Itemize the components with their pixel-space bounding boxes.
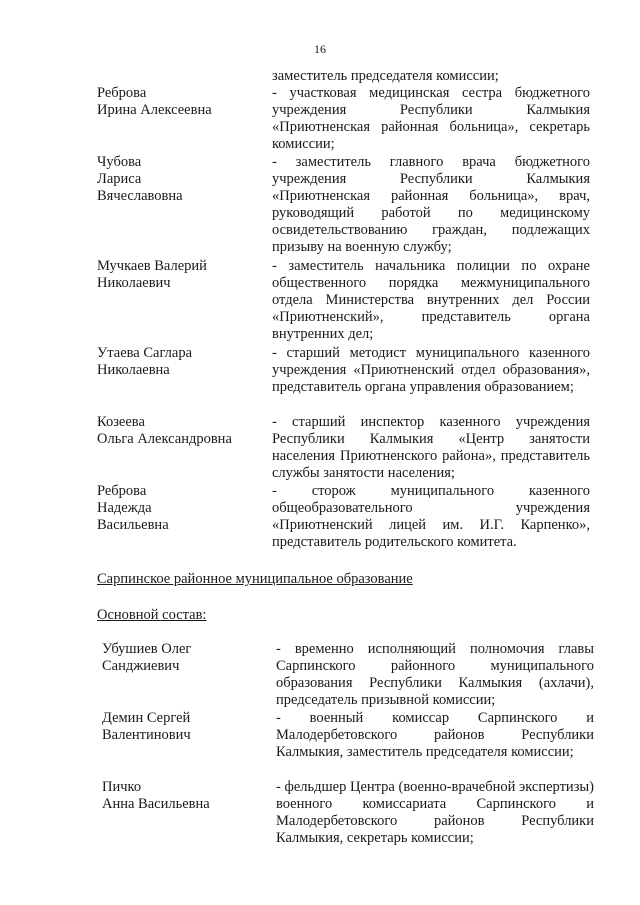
- continuation-text: заместитель председателя комиссии;: [272, 68, 499, 84]
- page-number: 16: [314, 42, 326, 56]
- member-name: Козеева Ольга Александровна: [97, 414, 232, 447]
- member-description: - фельдшер Центра (военно-врачебной экспертизы) военного комиссариата Сарпинского и Малодербетовского районов Республики Калмыкия, секретарь комиссии;: [276, 779, 594, 846]
- member-name: Чубова Лариса Вячеславовна: [97, 154, 183, 204]
- member-name: Пичко Анна Васильевна: [102, 779, 210, 812]
- member-description: - старший инспектор казенного учреждения Республики Калмыкия «Центр занятости населения Приютненского района», представитель службы занятости населения;: [272, 414, 590, 481]
- member-description: - заместитель начальника полиции по охране общественного порядка межмуниципального отдела Министерства внутренних дел России «Приютненский», представитель органа внутренних дел;: [272, 258, 590, 342]
- member-description: - участковая медицинская сестра бюджетного учреждения Республики Калмыкия «Приютненская районная больница», секретарь комиссии;: [272, 85, 590, 152]
- member-description: - сторож муниципального казенного общеобразовательного учреждения «Приютненский лицей им. И.Г. Карпенко», представитель родительского комитета.: [272, 483, 590, 550]
- member-name: Реброва Надежда Васильевна: [97, 483, 169, 533]
- member-description: - заместитель главного врача бюджетного учреждения Республики Калмыкия «Приютненская районная больница», врач, руководящий работой по медицинскому освидетельствованию граждан, подлежащих призыву на военную службу;: [272, 154, 590, 255]
- member-name: Реброва Ирина Алексеевна: [97, 85, 212, 118]
- section-heading: Сарпинское районное муниципальное образование: [97, 571, 413, 587]
- member-description: - военный комиссар Сарпинского и Малодербетовского районов Республики Калмыкия, заместитель председателя комиссии;: [276, 710, 594, 760]
- member-description: - временно исполняющий полномочия главы Сарпинского районного муниципального образования Республики Калмыкия (ахлачи), председатель призывной комиссии;: [276, 641, 594, 708]
- member-name: Утаева Саглара Николаевна: [97, 345, 193, 378]
- member-name: Мучкаев Валерий Николаевич: [97, 258, 207, 291]
- member-name: Демин Сергей Валентинович: [102, 710, 191, 743]
- member-description: - старший методист муниципального казенного учреждения «Приютненский отдел образования», представитель органа управления образованием;: [272, 345, 590, 395]
- subheading: Основной состав:: [97, 607, 207, 623]
- member-name: Убушиев Олег Санджиевич: [102, 641, 192, 674]
